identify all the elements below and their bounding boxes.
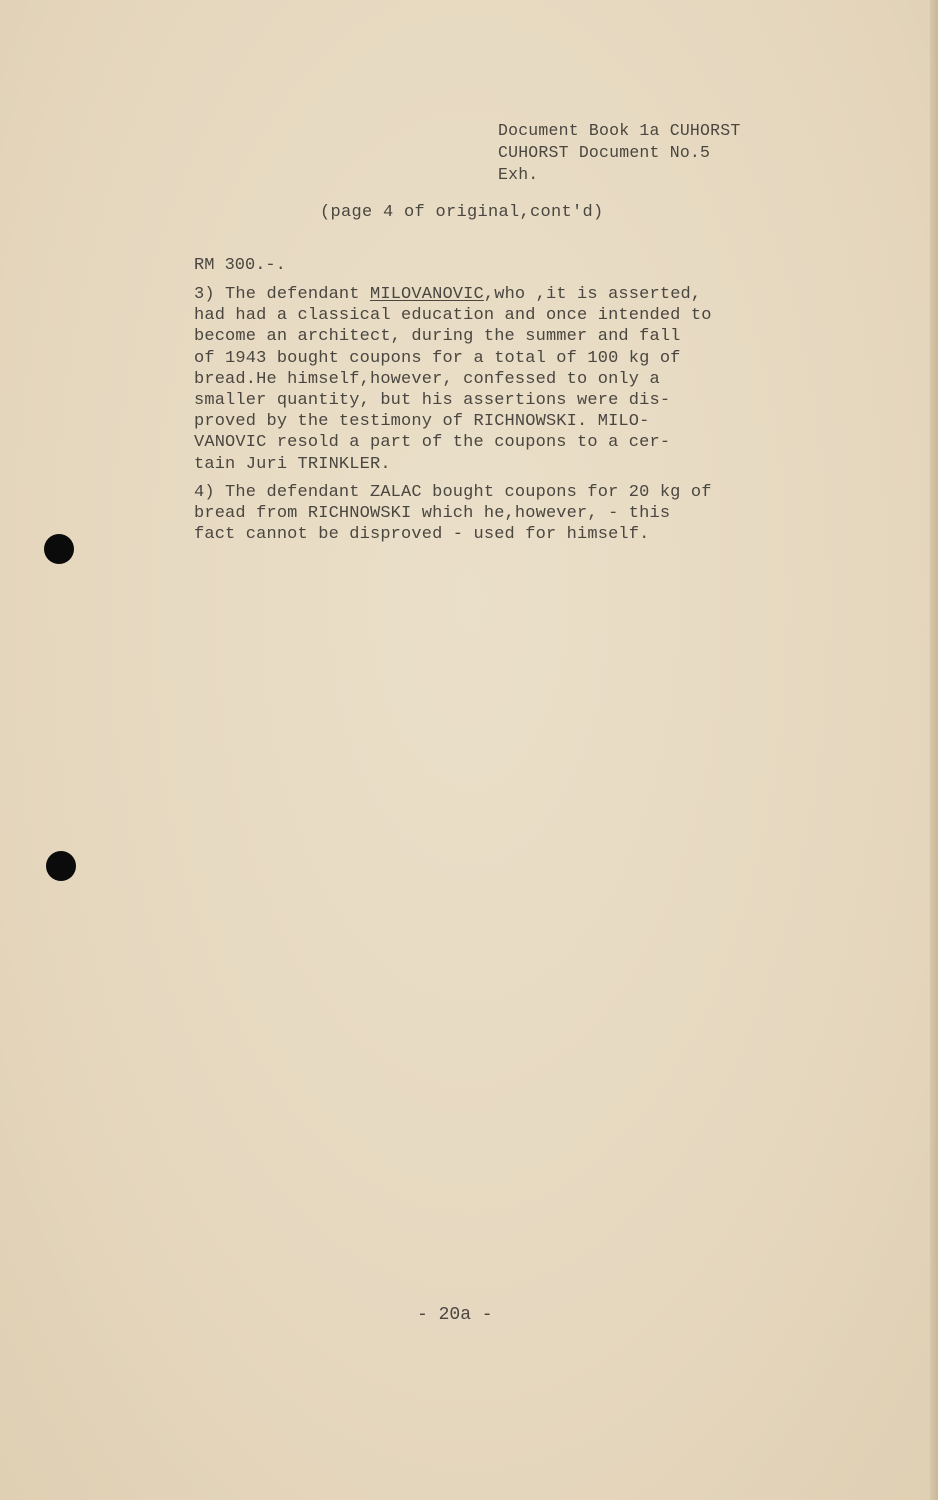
amount-line: RM 300.-. — [194, 256, 286, 275]
document-reference-header — [498, 120, 740, 186]
paragraph-line: of 1943 bought coupons for a total of 100 kg of — [194, 348, 681, 368]
paragraph-line: 3) The defendant MILOVANOVIC,who ,it is asserted, — [194, 285, 702, 304]
defendant-name: MILOVANOVIC — [369, 285, 484, 304]
paragraph-line: become an architect, during the summer and fall — [194, 327, 681, 347]
continuation-note: (page 4 of original,cont'd) — [320, 203, 604, 222]
paragraph-line: had had a classical education and once intended to — [194, 306, 712, 326]
paragraph-line: VANOVIC resold a part of the coupons to a cer- — [194, 433, 671, 453]
header-line-document: CUHORST Document No.5 — [498, 143, 711, 162]
header-line-book: Document Book 1a CUHORST — [498, 121, 741, 140]
paragraph-line: smaller quantity, but his assertions were dis- — [194, 391, 671, 411]
paragraph-3 — [194, 284, 804, 475]
paragraph-line: bread from RICHNOWSKI which he,however, - this — [194, 504, 671, 524]
page-number: - 20a - — [417, 1305, 493, 1325]
header-line-exhibit: Exh. — [498, 165, 539, 184]
paragraph-line: tain Juri TRINKLER. — [194, 454, 391, 474]
paragraph-line: 4) The defendant ZALAC bought coupons for 20 kg of — [194, 483, 712, 502]
paragraph-line: proved by the testimony of RICHNOWSKI. MILO- — [194, 412, 650, 432]
page-edge — [930, 0, 938, 1500]
punch-hole-upper — [44, 534, 74, 564]
paragraph-4 — [194, 482, 804, 546]
punch-hole-lower — [46, 851, 76, 881]
paragraph-line: bread.He himself,however, confessed to only a — [194, 369, 660, 389]
paragraph-line: fact cannot be disproved - used for himself. — [194, 525, 650, 545]
